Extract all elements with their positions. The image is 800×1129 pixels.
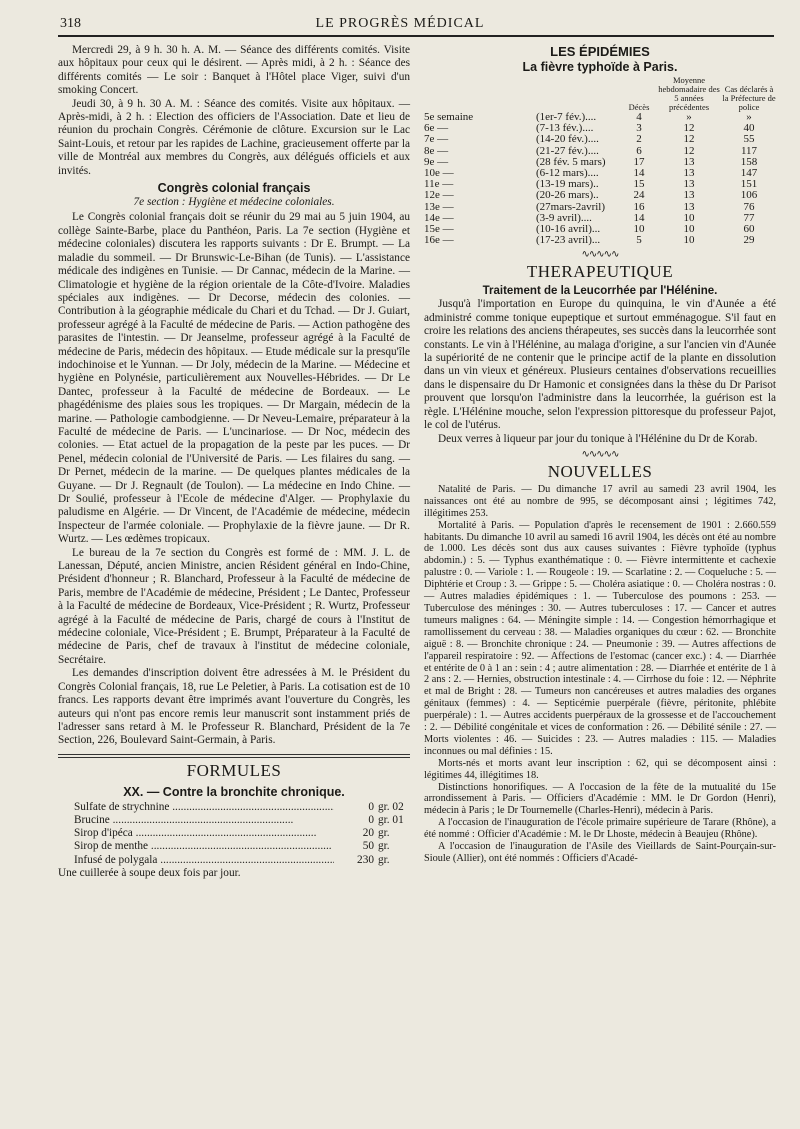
- deces-cell: 6: [636, 144, 642, 157]
- ingredient-name: Brucine .....: [74, 814, 334, 827]
- table-row: [424, 213, 776, 224]
- ingredient-unit: gr. 01: [378, 813, 404, 826]
- week-cell: 9e —: [424, 155, 449, 168]
- cas-cell: 147: [740, 167, 758, 180]
- table-row: [424, 190, 776, 201]
- ingredient-unit: gr.: [378, 853, 390, 866]
- morts-nes-paragraph: Morts-nés et morts avant leur inscription : 62, qui se décomposent ainsi : légitimes 44, illégitimes 18.: [424, 757, 776, 781]
- ingredient-qty: 230: [357, 853, 374, 866]
- col-header-moyenne: Moyenne hebdomadaire des 5 années précédentes: [658, 75, 720, 112]
- moyenne-cell: 13: [683, 200, 695, 213]
- week-cell: 15e —: [424, 223, 454, 236]
- moyenne-cell: 12: [683, 122, 695, 135]
- dates-cell: (21-27 fév.)....: [536, 144, 599, 157]
- typhoid-table-body: [424, 112, 776, 246]
- ingredient-qty: 0: [368, 800, 374, 813]
- dates-cell: (28 fév. 5 mars): [536, 155, 606, 168]
- dates-cell: (10-16 avril)...: [536, 223, 601, 236]
- cas-cell: 117: [740, 144, 758, 157]
- cas-cell: 77: [743, 211, 755, 224]
- week-cell: 6e —: [424, 122, 449, 135]
- therapeutique-title: Traitement de la Leucorrhée par l'Hélénine.: [482, 285, 718, 298]
- week-cell: 10e —: [424, 167, 454, 180]
- ingredient-name: Sulfate de strychnine .....: [74, 801, 334, 814]
- right-column: [424, 44, 776, 865]
- ingredient-name: Sirop d'ipéca .....: [74, 827, 334, 840]
- moyenne-cell: 13: [683, 155, 695, 168]
- week-cell: 16e —: [424, 234, 454, 247]
- cas-cell: 106: [740, 189, 758, 202]
- cas-cell: 76: [743, 200, 755, 213]
- moyenne-cell: 13: [683, 167, 695, 180]
- formules-rule: [58, 754, 410, 758]
- left-column: [58, 44, 410, 880]
- cas-cell: 151: [740, 178, 758, 191]
- deces-cell: 14: [633, 211, 645, 224]
- table-row: [424, 202, 776, 213]
- ingredient-qty: 0: [368, 813, 374, 826]
- section-ornament: ∿∿∿∿∿: [581, 249, 619, 261]
- table-row: [424, 235, 776, 246]
- distinctions-paragraph: Distinctions honorifiques. — A l'occasion de la fête de la mutualité du 15e arrondissement à Paris. — Officiers d'Académie : MM. le Dr Gordon (Henri), médecin à Paris ; le Dr Tournemelle (Charles-Henri), médecin à Paris.: [424, 781, 776, 817]
- moyenne-cell: 13: [683, 189, 695, 202]
- deces-cell: 2: [636, 133, 642, 146]
- dates-cell: (14-20 fév.)....: [536, 133, 599, 146]
- moyenne-cell: 12: [683, 144, 695, 157]
- week-cell: 14e —: [424, 211, 454, 224]
- dates-cell: (3-9 avril)....: [536, 211, 592, 224]
- moyenne-cell: 10: [683, 223, 695, 236]
- deces-cell: 10: [633, 223, 645, 236]
- deces-cell: 3: [636, 122, 642, 135]
- deces-cell: 16: [633, 200, 645, 213]
- epidemies-heading: LES ÉPIDÉMIES: [550, 44, 650, 59]
- deces-cell: 17: [633, 155, 645, 168]
- col-header-cas: Cas déclarés à la Préfecture de police: [722, 84, 776, 112]
- deces-cell: 4: [636, 111, 642, 123]
- congres-bureau-paragraph: Le bureau de la 7e section du Congrès est formé de : MM. J. L. de Lanessan, Député, ancien Ministre, ancien Résident général en Indo-Chine, Président d'honneur ; R. Blanchard, Professeur à la Faculté de médecine de Paris, membre de l'Académie de médecine, Président ; Le Dantec, Professeur à la Faculté de médecine de Bordeaux, Vice-Président ; R. Wurtz, Professeur agrégé à la Faculté de médecine de Paris, chargé de cours à l'Institut de médecine coloniale, Vice-Président ; E. Brumpt, Préparateur à la Faculté de médecine de Paris, chef de travaux à l'institut de médecine coloniale, Secrétaire.: [58, 546, 410, 666]
- formule-row: [58, 840, 410, 853]
- col-header-deces: Décès: [628, 102, 650, 112]
- deces-cell: 24: [633, 189, 645, 202]
- page-number: 318: [60, 16, 81, 31]
- congres-colonial-heading: Congrès colonial français: [157, 181, 311, 196]
- week-cell: 11e —: [424, 178, 454, 191]
- programme-thursday: Jeudi 30, à 9 h. 30 A. M. : Séance des comités. Visite aux hôpitaux. — Après-midi, à 2 h. : Election des officiers de l'Association. Date et lieu de réunion du prochain Congrès. Cérémonie de clôture. Excursion sur le Lac Saint-Louis, et retour par les rapides de Lachine, gracieusement offerte par la ville de Montréal aux membres du Congrès, aux délégués officiels et aux invités.: [58, 97, 410, 177]
- section-ornament: ∿∿∿∿∿: [581, 448, 619, 460]
- moyenne-cell: 10: [683, 211, 695, 224]
- deces-cell: 14: [633, 167, 645, 180]
- week-cell: 12e —: [424, 189, 454, 202]
- nouvelles-banner: NOUVELLES: [547, 461, 653, 481]
- typhoide-subheading: La fièvre typhoïde à Paris.: [522, 60, 678, 74]
- saint-pourcain-paragraph: A l'occasion de l'inauguration de l'Asile des Vieillards de Saint-Pourçain-sur-Sioule (Allier), ont été nommés : Officiers d'Acadé-: [424, 841, 776, 864]
- week-cell: 8e —: [424, 144, 449, 157]
- programme-wednesday: Mercredi 29, à 9 h. 30 h. A. M. — Séance des différents comités. Visite aux hôpitaux pour ceux qui le désirent. — Après midi, à 2 h. : Séance des différents comités — Le soir : Banquet à l'Hôtel place Viger, suivi d'un smoking Concert.: [58, 44, 410, 97]
- congres-inscription-paragraph: Les demandes d'inscription doivent être adressées à M. le Président du Congrès Colonial français, 18, rue Le Peletier, à Paris. La cotisation est de 10 francs. Les rapports devant être imprimés avant l'ouverture du Congrès, les auteurs qui n'ont pas encore remis leur manuscrit sont instamment priés de l'adresser sans retard à M. le Professeur R. Blanchard, Président de la 7e Section, 226, Boulevard Saint-Germain, à Paris.: [58, 667, 410, 747]
- formule-list: [58, 801, 410, 867]
- formule-title: XX. — Contre la bronchite chronique.: [123, 784, 345, 799]
- cas-cell: 55: [743, 133, 755, 146]
- formule-posology: Une cuillerée à soupe deux fois par jour.: [58, 866, 241, 879]
- formules-banner: FORMULES: [186, 760, 282, 780]
- dates-cell: (13-19 mars)..: [536, 178, 599, 191]
- ingredient-unit: gr.: [378, 840, 390, 853]
- moyenne-cell: 10: [683, 234, 695, 247]
- dates-cell: (17-23 avril)...: [536, 234, 601, 247]
- congres-rapports-paragraph: Le Congrès colonial français doit se réunir du 29 mai au 5 juin 1904, au collège Sainte-Barbe, place du Panthéon, Paris. La 7e section (Hygiène et médecine coloniales) discutera les rapports suivants : Dr E. Brumpt. — La maladie du sommeil. — Dr Brunswic-Le-Bihan (de Tunis). — L'assistance médicale des indigènes en Tunisie. — Dr Cannac, médecin de la Marine. — Climatologie et hygiène de la région orientale de la Côte-d'Ivoire. Maladies spéciales aux indigènes. — Dr Decorse, médecin des colonies. — Contribution à la géographie médicale du Chari et du Tchad. — Dr J. Guiart, professeur agrégé à la Faculté de médecine de Paris. — Action pathogène des parasites de l'intestin. — Dr Jeanselme, professeur agrégé à la Faculté de médecine de Paris, médecin des hôpitaux. — Etude médicale sur la presqu'île indochinoise et le Yunnan. — Dr Joly, médecin de la Marine. — Médecine et hygiène en Polynésie, particulièrement aux Nouvelles-Hébrides. — Dr Le Dantec, professeur à la Faculté de médecine de Bordeaux. — Le phagédénisme des plaies sous les tropiques. — Dr Margain, médecin de la marine. — Pathologie cambodgienne. — Dr Neveu-Lemaire, préparateur à la Faculté de médecine de Paris. — L'uncinariose. — Dr Noc, médecin des colonies. — Etat actuel de la propagation de la peste par les puces. — Dr Penel, médecin colonial de l'Université de Paris. — Les filaires du sang. — Dr Pernet, médecin de la marine. — De quelques plantes médicales de la Guyane. — Dr J. Regnault (de Toulon). — La médecine en Indo Chine. — Dr Soulié, professeur à l'Ecole de médecine d'Alger. — Prophylaxie du paludisme en Algérie. — Dr Vincent, de l'Académie de médecine, médecin Inspecteur de l'armée coloniale. — Prophylaxie de la fièvre jaune. — Dr R. Wurtz. — Les œdèmes tropicaux.: [58, 211, 410, 546]
- moyenne-cell: 13: [683, 178, 695, 191]
- table-row: [424, 224, 776, 235]
- cas-cell: 29: [743, 234, 755, 247]
- formule-row: [58, 827, 410, 840]
- dates-cell: (6-12 mars)....: [536, 167, 599, 180]
- week-cell: 5e semaine: [424, 111, 474, 123]
- tarare-paragraph: A l'occasion de l'inauguration de l'école primaire supérieure de Tarare (Rhône), a été nommé : Officier d'Académie : M. le Dr Lhoste, médecin à Beaujeu (Rhône).: [424, 817, 776, 841]
- dates-cell: (1er-7 fév.)....: [536, 111, 597, 123]
- therapeutique-dosage: Deux verres à liqueur par jour du tonique à l'Hélénine du Dr de Korab.: [438, 432, 758, 445]
- formule-row: [58, 814, 410, 827]
- header-rule: [58, 35, 774, 37]
- table-row: [424, 112, 776, 123]
- deces-cell: 15: [633, 178, 645, 191]
- formule-row: [58, 801, 410, 814]
- cas-cell: »: [746, 111, 752, 123]
- ingredient-name: Sirop de menthe .....: [74, 840, 334, 853]
- table-row: [424, 157, 776, 168]
- ingredient-qty: 50: [362, 840, 374, 853]
- table-row: [424, 134, 776, 145]
- dates-cell: (20-26 mars)..: [536, 189, 599, 202]
- table-header-row: [424, 76, 776, 112]
- deces-cell: 5: [636, 234, 642, 247]
- moyenne-cell: »: [686, 111, 692, 123]
- mortalite-paragraph: Mortalité à Paris. — Population d'après le recensement de 1901 : 2.660.559 habitants. Du dimanche 10 avril au samedi 16 avril 1904, les décès ont été au nombre de 1.000. Les décès sont dus aux causes suivantes : Fièvre typhoïde (typhus abdomin.) : 5. — Typhus exanthématique : 0. — Fièvre intermittente et cachexie palustre : 0. — Variole : 1. — Rougeole : 19. — Scarlatine : 2. — Coqueluche : 5. — Diphtérie et Croup : 3. — Grippe : 5. — Choléra asiatique : 0. — Choléra nostras : 0. — Autres maladies épidémiques : 1. — Tuberculose des poumons : 253. — Tuberculose des méninges : 30. — Autres tuberculoses : 17. — Cancer et autres tumeurs malignes : 64. — Méningite simple : 14. — Congestion hémorrhagique et ramollissement du cerveau : 38. — Maladies organiques du cœur : 62. — Bronchite aiguë : 8. — Bronchite chronique : 24. — Pneumonie : 39. — Autres affections de l'appareil respiratoire : 92. — Affections de l'estomac (cancer exc.) : 4. — Diarrhée et entérite de 0 à 1 an : sein : 4 ; autre alimentation : 28. — Diarrhée et entérite de 1 à 2 ans : 2. — Hernies, obstruction intestinale : 4. — Cirrhose du foie : 12. — Néphrite et mal de Bright : 28. — Tumeurs non cancéreuses et autres maladies des organes génitaux (femmes) : 4. — Septicémie puerpérale (fièvre, péritonite, phlébite puerpérale) : 1. — Autres accidents puerpéraux de la grossesse et de l'accouchement : 2. — Débilité congénitale et vices de conformation : 26. — Débilité sénile : 27. — Morts violentes : 46. — Suicides : 23. — Autres maladies : 115. — Maladies inconnues ou mal définies : 15.: [424, 519, 776, 757]
- cas-cell: 158: [740, 155, 758, 168]
- week-cell: 7e —: [424, 133, 449, 146]
- journal-title: LE PROGRÈS MÉDICAL: [315, 16, 485, 31]
- dates-cell: (27mars-2avril): [536, 200, 606, 213]
- table-row: [424, 179, 776, 190]
- congres-section-subtitle: 7e section : Hygiène et médecine coloniales.: [133, 196, 335, 209]
- therapeutique-banner: THERAPEUTIQUE: [526, 262, 674, 282]
- cas-cell: 60: [743, 223, 755, 236]
- moyenne-cell: 12: [683, 133, 695, 146]
- cas-cell: 40: [743, 122, 755, 135]
- natalite-paragraph: Natalité de Paris. — Du dimanche 17 avril au samedi 23 avril 1904, les naissances ont été au nombre de 995, se décomposant ainsi ; légitimes 742, illégitimes 253.: [424, 483, 776, 519]
- ingredient-name: Infusé de polygala .....: [74, 854, 334, 867]
- formule-row: [58, 854, 410, 867]
- week-cell: 13e —: [424, 200, 454, 213]
- ingredient-unit: gr. 02: [378, 800, 404, 813]
- ingredient-unit: gr.: [378, 827, 390, 840]
- dates-cell: (7-13 fév.)....: [536, 122, 594, 135]
- table-row: [424, 123, 776, 134]
- ingredient-qty: 20: [362, 827, 374, 840]
- therapeutique-paragraph: Jusqu'à l'importation en Europe du quinquina, le vin d'Aunée a été administré comme tonique eupeptique et surtout emménagogue. S'il faut en croire les relations des anciens thérapeutes, ses succès dans la leucorrhée sont constants. Le vin à l'Hélénine, au malaga d'origine, a sur l'ancien vin d'Aunée la supériorité de ne contenir que le principe actif de la plante en dissolution dans un vin vieux et généreux. Plusieurs centaines d'observations recueillies dans le dispensaire du Dr Hamonic et consignées dans la thèse du Dr Parisot prouvent que lorsqu'on l'administre dans la leucorrhée, la guérison est la règle. L'Hélénine mouche, selon l'expression pittoresque du professeur Pajot, le col de l'utérus.: [424, 298, 776, 432]
- table-row: [424, 168, 776, 179]
- typhoid-table: [424, 76, 776, 246]
